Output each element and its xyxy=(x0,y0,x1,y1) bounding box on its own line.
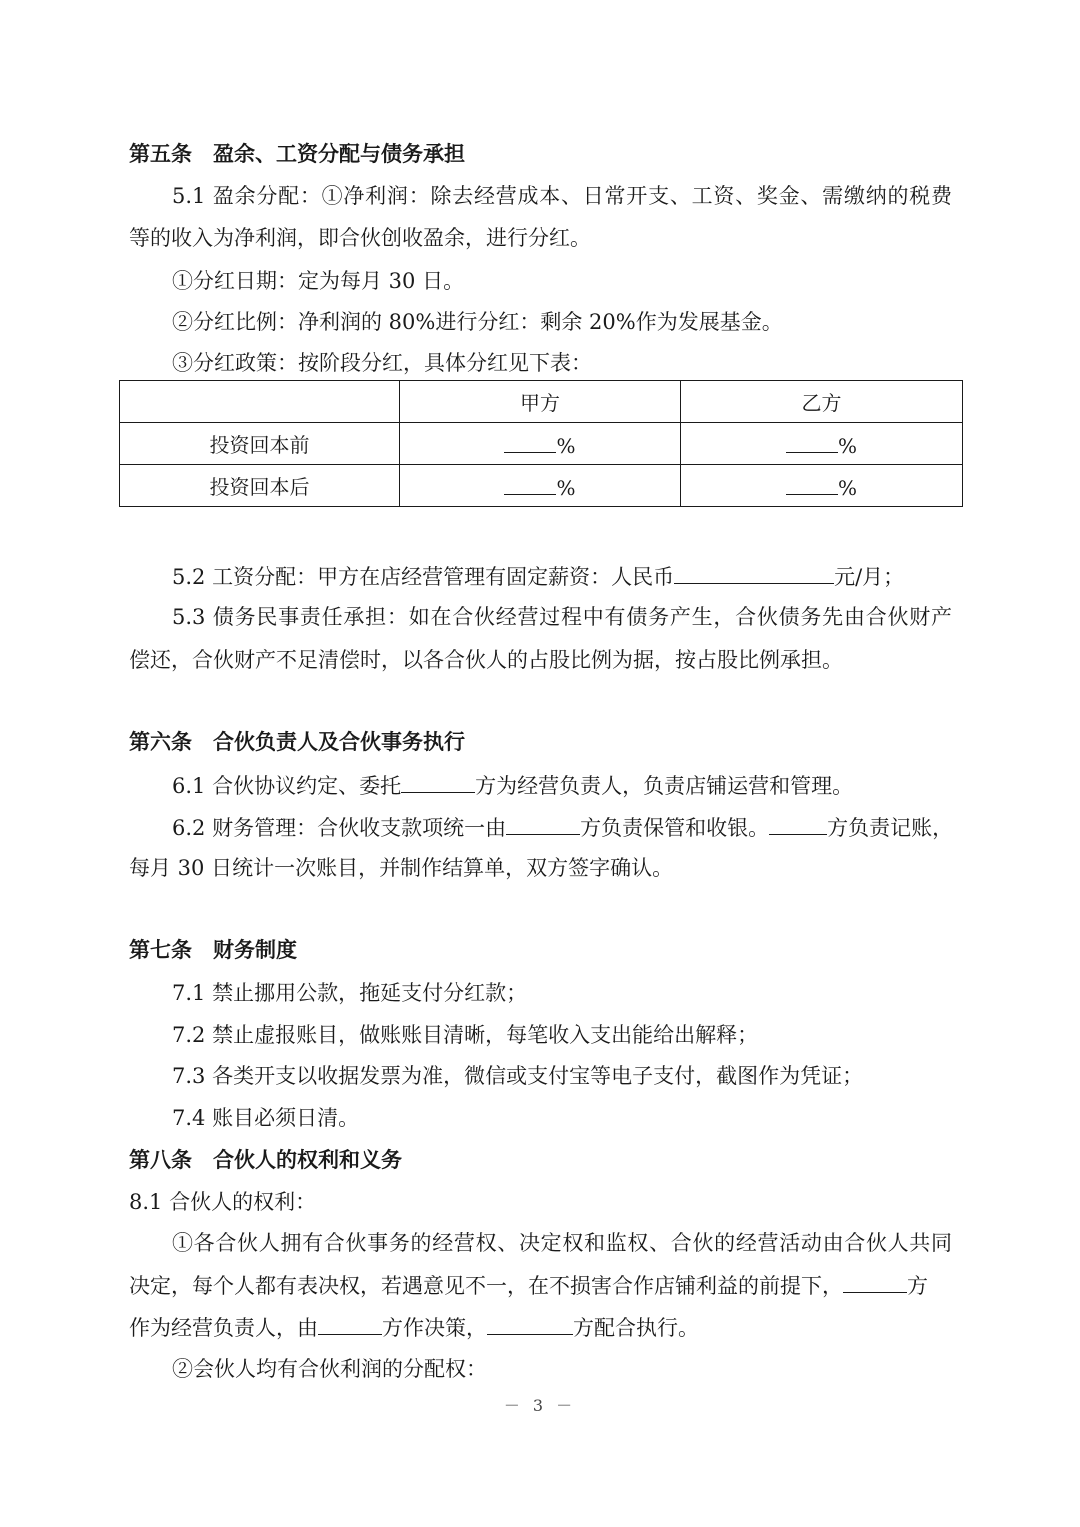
blank-line[interactable] xyxy=(506,812,580,835)
article-5-heading: 第五条 盈余、工资分配与债务承担 xyxy=(129,142,465,166)
table-row xyxy=(120,423,963,465)
party-b-percent-cell: % xyxy=(681,465,963,507)
table-header-party-a: 甲方 xyxy=(400,381,681,423)
table-header-empty xyxy=(120,381,400,423)
blank-line[interactable] xyxy=(504,472,556,495)
para-6-1: 6.1 合伙协议约定、委托 方为经营负责人，负责店铺运营和管理。 xyxy=(172,770,853,801)
party-a-percent-cell: % xyxy=(400,423,681,465)
para-7-3: 7.3 各类开支以收据发票为准，微信或支付宝等电子支付，截图作为凭证； xyxy=(172,1064,864,1088)
salary-blank[interactable] xyxy=(674,561,834,584)
party-a-percent-cell: % xyxy=(400,465,681,507)
dividend-date: ①分红日期：定为每月 30 日。 xyxy=(172,269,465,293)
blank-line[interactable] xyxy=(318,1312,382,1335)
article-8-heading: 第八条 合伙人的权利和义务 xyxy=(129,1148,402,1172)
article-7-heading: 第七条 财务制度 xyxy=(129,938,297,962)
row-label: 投资回本前 xyxy=(120,423,400,465)
party-b-percent-cell: % xyxy=(681,423,963,465)
para-7-4: 7.4 账目必须日清。 xyxy=(172,1106,360,1130)
para-5-2: 5.2 工资分配：甲方在店经营管理有固定薪资：人民币 元/月； xyxy=(172,561,904,592)
right-1-line2: 决定，每个人都有表决权，若遇意见不一，在不损害合作店铺利益的前提下， 方 xyxy=(129,1270,928,1301)
para-7-1: 7.1 禁止挪用公款，拖延支付分红款； xyxy=(172,981,528,1005)
para-6-2-line2: 每月 30 日统计一次账目，并制作结算单，双方签字确认。 xyxy=(129,856,674,880)
row-label: 投资回本后 xyxy=(120,465,400,507)
para-5-1-line1: 5.1 盈余分配：①净利润：除去经营成本、日常开支、工资、奖金、需缴纳的税费 xyxy=(172,184,952,208)
blank-line[interactable] xyxy=(504,430,556,453)
blank-line[interactable] xyxy=(769,812,827,835)
dividend-policy: ③分红政策：按阶段分红，具体分红见下表： xyxy=(172,351,592,375)
right-2: ②会伙人均有合伙利润的分配权： xyxy=(172,1357,487,1381)
article-6-heading: 第六条 合伙负责人及合伙事务执行 xyxy=(129,730,465,754)
para-7-2: 7.2 禁止虚报账目，做账账目清晰，每笔收入支出能给出解释； xyxy=(172,1023,759,1047)
page-number: － 3 － xyxy=(503,1396,577,1415)
table-header-row xyxy=(120,381,963,423)
para-8-1: 8.1 合伙人的权利： xyxy=(129,1190,317,1214)
dividend-table xyxy=(119,380,963,507)
blank-line[interactable] xyxy=(401,770,475,793)
blank-line[interactable] xyxy=(786,472,838,495)
para-5-1-line2: 等的收入为净利润，即合伙创收盈余，进行分红。 xyxy=(129,226,591,250)
blank-line[interactable] xyxy=(843,1270,907,1293)
para-5-3-line1: 5.3 债务民事责任承担：如在合伙经营过程中有债务产生，合伙债务先由合伙财产 xyxy=(172,605,952,629)
right-1-line1: ①各合伙人拥有合伙事务的经营权、决定权和监权、合伙的经营活动由合伙人共同 xyxy=(172,1231,952,1255)
para-6-2-line1: 6.2 财务管理：合伙收支款项统一由 方负责保管和收银。 方负责记账， xyxy=(172,812,953,843)
right-1-line3: 作为经营负责人，由 方作决策， 方配合执行。 xyxy=(129,1312,699,1343)
dividend-ratio: ②分红比例：净利润的 80%进行分红：剩余 20%作为发展基金。 xyxy=(172,310,783,334)
para-5-3-line2: 偿还，合伙财产不足清偿时，以各合伙人的占股比例为据，按占股比例承担。 xyxy=(129,648,843,672)
blank-line[interactable] xyxy=(786,430,838,453)
blank-line[interactable] xyxy=(487,1312,573,1335)
table-header-party-b: 乙方 xyxy=(681,381,963,423)
table-row xyxy=(120,465,963,507)
